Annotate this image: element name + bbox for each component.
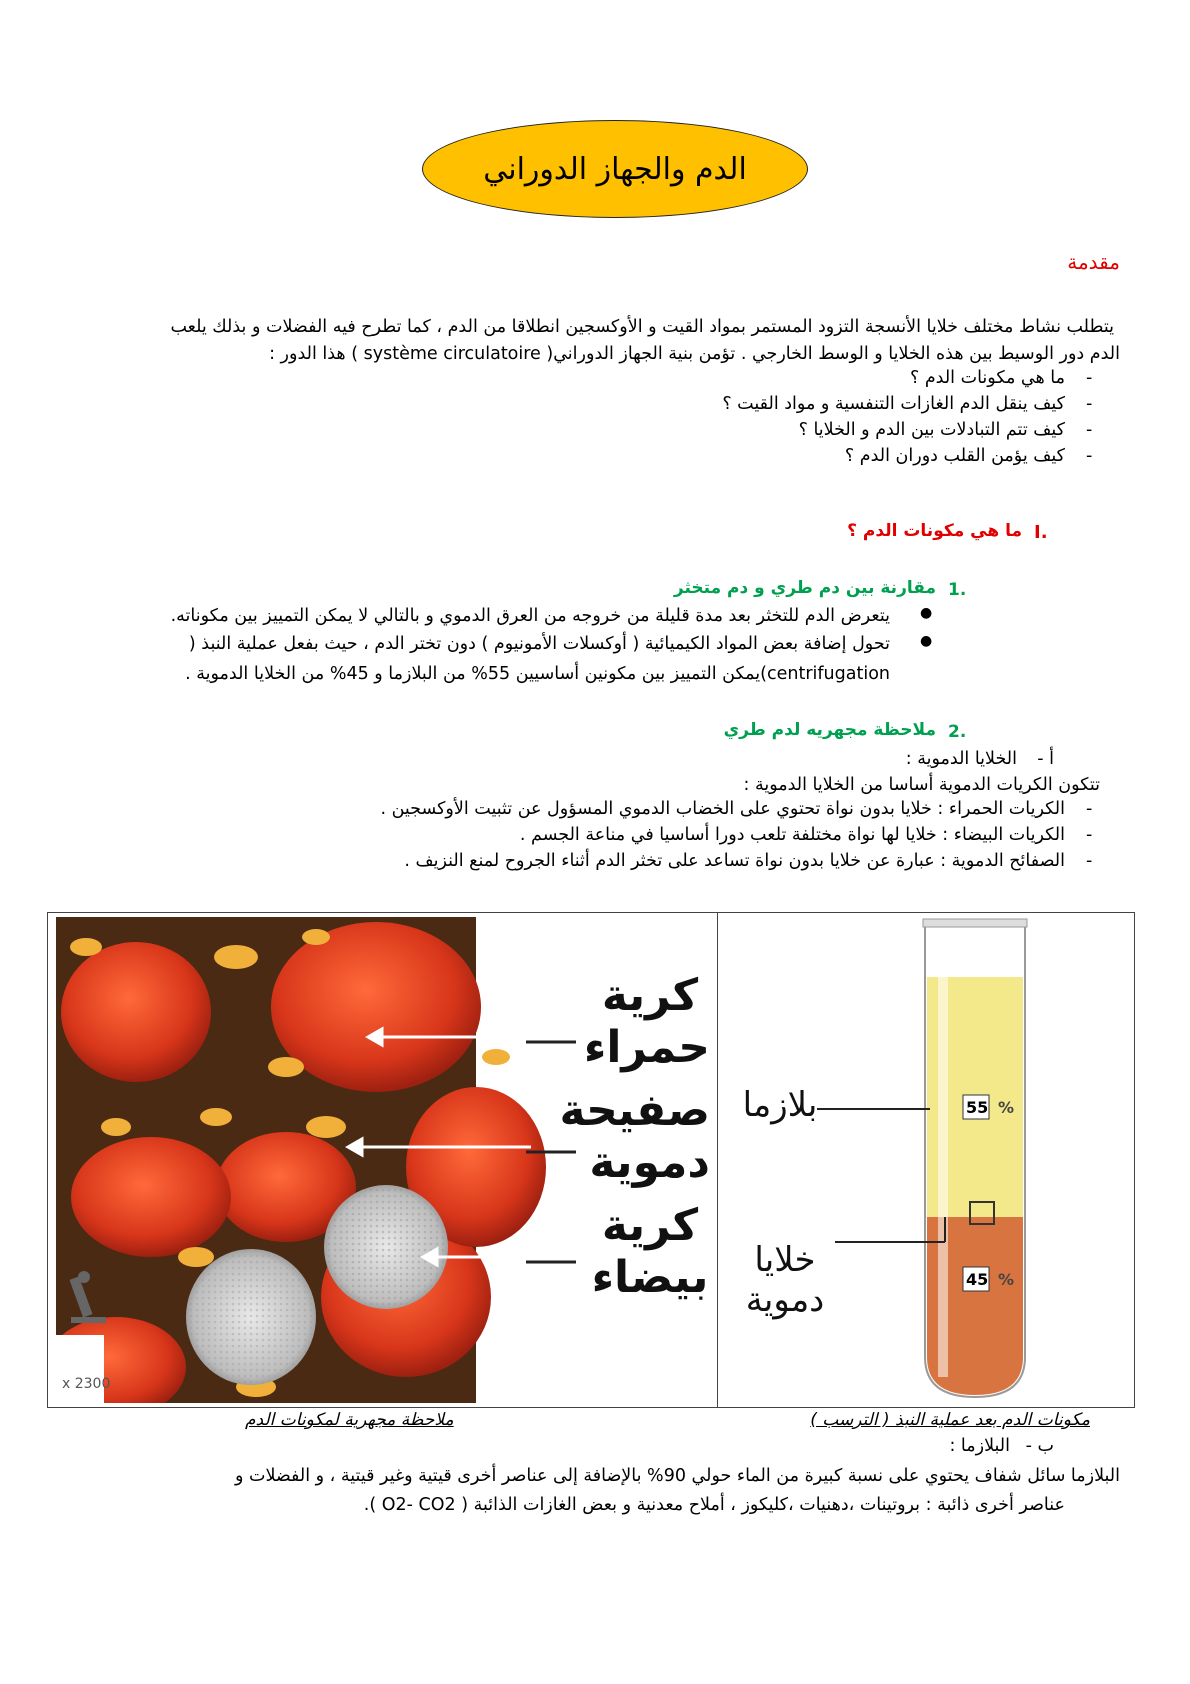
dash-marker: - (1086, 394, 1093, 414)
part-a-label: أ - (1037, 749, 1054, 769)
dash-marker: - (1086, 368, 1093, 388)
intro-line-2: الدم دور الوسيط بين هذه الخلايا و الوسط الخارجي . تؤمن بنية الجهاز الدوراني( système circulatoire ) هذا الدور : (269, 344, 1120, 364)
bullet-marker: ● (920, 633, 933, 649)
cell-type-item: الكريات الحمراء : خلايا بدون نواة تحتوي على الخضاب الدموي المسؤول عن تثبيت الأوكسجين . (380, 799, 1065, 819)
micro-label-word: صفيحة (559, 1085, 710, 1136)
question-item: ما هي مكونات الدم ؟ (909, 368, 1065, 388)
micrograph-svg (56, 917, 676, 1403)
plasma-line-2: عناصر أخرى ذائبة : بروتينات ،دهنيات ،كليكوز ، أملاح معدنية و بعض الغازات الذائبة ( O2- CO2 ). (363, 1495, 1065, 1515)
figure-divider (717, 913, 718, 1407)
tube-label-word: دموية (745, 1280, 825, 1320)
intro-line-1: يتطلب نشاط مختلف خلايا الأنسجة التزود المستمر بمواد القيت و الأوكسجين انطلاقا من الدم ، كما تطرح فيه الفضلات و بذلك يلعب (170, 317, 1114, 337)
centrifuge-tube-figure (725, 917, 1061, 1403)
tube-svg (725, 917, 1061, 1403)
micrograph (56, 917, 676, 1403)
magnification-label: x 2300 (62, 1376, 111, 1392)
tube-label-cells (740, 1240, 830, 1320)
dash-marker: - (1086, 799, 1093, 819)
dash-marker: - (1086, 446, 1093, 466)
dash-marker: - (1086, 851, 1093, 871)
part-b-title: البلازما : (949, 1436, 1010, 1456)
caption-micrograph: ملاحظة مجهرية لمكونات الدم (245, 1410, 454, 1430)
part-a-intro: تتكون الكريات الدموية أساسا من الخلايا الدموية : (743, 775, 1100, 795)
micro-label-word: كرية (601, 1200, 699, 1251)
subsection-title: ملاحظة مجهريه لدم طري (723, 720, 936, 740)
cell-type-item: الكريات البيضاء : خلايا لها نواة مختلفة تلعب دورا أساسيا في مناعة الجسم . (519, 825, 1065, 845)
percent-sign: % (998, 1270, 1015, 1289)
page-title (422, 120, 808, 218)
micro-label-word: بيضاء (591, 1252, 709, 1303)
bullet-text: يتعرض الدم للتخثر بعد مدة قليلة من خروجه من العرق الدموي و بالتالي لا يمكن التمييز بين مكوناته. (170, 606, 890, 626)
micro-label-word: حمراء (583, 1022, 710, 1073)
question-item: كيف يؤمن القلب دوران الدم ؟ (844, 446, 1065, 466)
section-title: ما هي مكونات الدم ؟ (847, 521, 1022, 541)
caption-tube: مكونات الدم بعد عملية النبذ ( الترسب ) (810, 1410, 1090, 1430)
subsection-number: 1. (948, 580, 967, 600)
micro-label-word: كرية (601, 970, 699, 1021)
dash-marker: - (1086, 825, 1093, 845)
subsection-number: 2. (948, 722, 967, 742)
micro-label-word: دموية (589, 1137, 710, 1188)
micro-label-white-cell (590, 1200, 710, 1304)
bullet-text: تحول إضافة بعض المواد الكيميائية ( أوكسلات الأمونيوم ) دون تختر الدم ، حيث بفعل عملية النبذ ( (188, 634, 890, 654)
section-number: I. (1034, 522, 1048, 543)
micro-label-platelet (559, 1085, 710, 1189)
question-item: كيف ينقل الدم الغازات التنفسية و مواد القيت ؟ (722, 394, 1065, 414)
subsection-title: مقارنة بين دم طري و دم متخثر (673, 578, 936, 598)
bullet-text-continued: centrifugation)يمكن التمييز بين مكونين أساسيين 55% من البلازما و 45% من الخلايا الدموية . (185, 664, 890, 684)
dash-marker: - (1086, 420, 1093, 440)
tube-label-plasma: بلازما (742, 1085, 818, 1125)
cells-percentage: 45 (966, 1270, 989, 1289)
micro-label-red-cell (583, 970, 710, 1074)
cell-type-item: الصفائح الدموية : عبارة عن خلايا بدون نواة تساعد على تخثر الدم أثناء الجروح لمنع النزيف . (404, 851, 1065, 871)
part-b-label: ب - (1025, 1436, 1054, 1456)
part-a-title: الخلايا الدموية : (905, 749, 1017, 769)
intro-heading: مقدمة (1067, 250, 1120, 274)
plasma-line-1: البلازما سائل شفاف يحتوي على نسبة كبيرة من الماء حولي 90% بالإضافة إلى عناصر أخرى قيتية وغير قيتية ، و الفضلات و (234, 1466, 1120, 1486)
plasma-percentage: 55 (966, 1098, 989, 1117)
question-item: كيف تتم التبادلات بين الدم و الخلايا ؟ (798, 420, 1065, 440)
page-title-text: الدم والجهاز الدوراني (483, 151, 747, 187)
tube-label-word: خلايا (754, 1240, 816, 1280)
percent-sign: % (998, 1098, 1015, 1117)
bullet-marker: ● (920, 605, 933, 621)
